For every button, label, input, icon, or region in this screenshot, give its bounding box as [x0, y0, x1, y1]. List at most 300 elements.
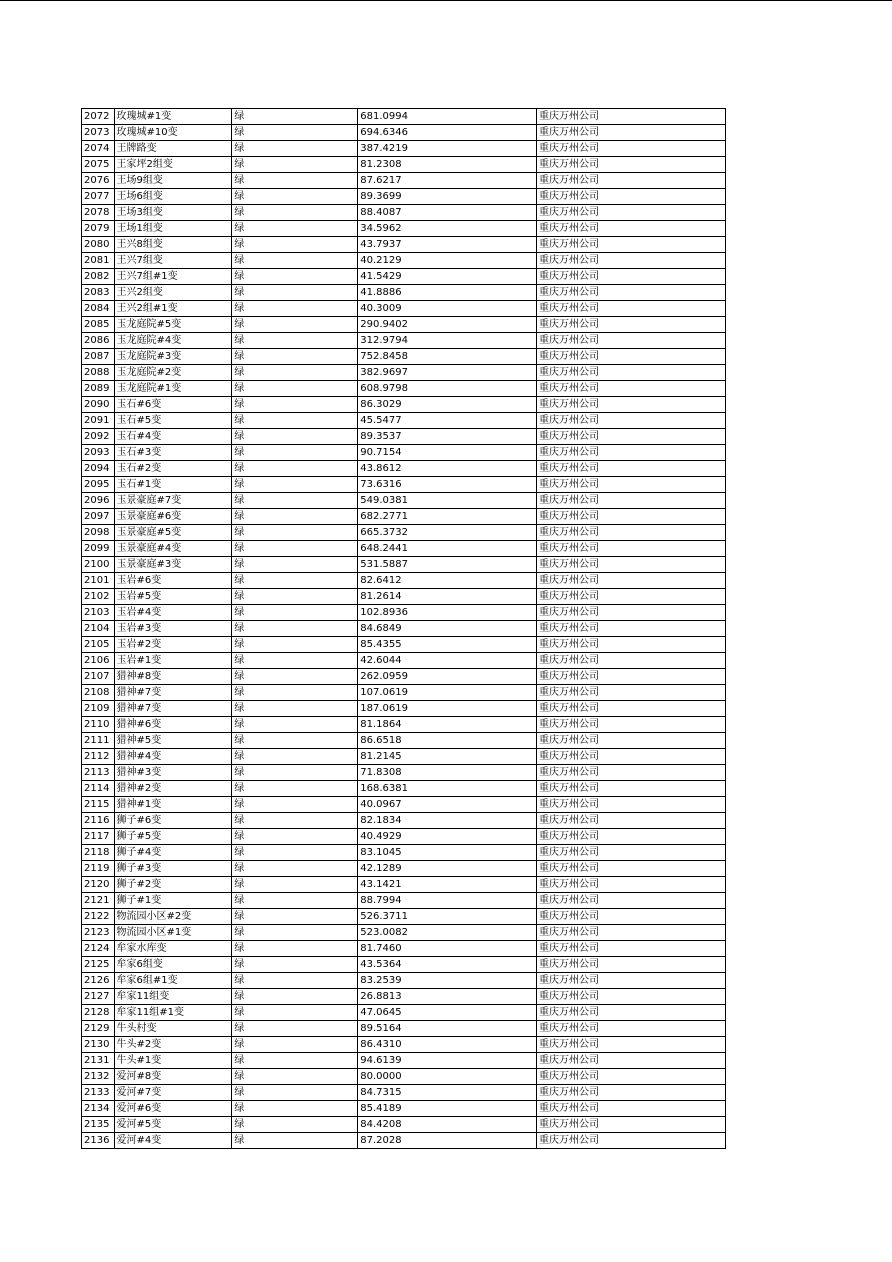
color-cell: 绿 [232, 973, 358, 989]
transformer-name-cell: 牛头村变 [114, 1021, 232, 1037]
row-id-cell: 2109 [82, 701, 115, 717]
color-cell: 绿 [232, 317, 358, 333]
color-cell: 绿 [232, 845, 358, 861]
value-cell: 86.3029 [358, 397, 537, 413]
color-cell: 绿 [232, 653, 358, 669]
value-cell: 531.5887 [358, 557, 537, 573]
transformer-name-cell: 王兴7组#1变 [114, 269, 232, 285]
value-cell: 85.4189 [358, 1101, 537, 1117]
transformer-name-cell: 玫瑰城#10变 [114, 125, 232, 141]
table-row [82, 1101, 726, 1117]
company-cell: 重庆万州公司 [537, 493, 726, 509]
color-cell: 绿 [232, 381, 358, 397]
value-cell: 752.8458 [358, 349, 537, 365]
row-id-cell: 2118 [82, 845, 115, 861]
row-id-cell: 2100 [82, 557, 115, 573]
table-row [82, 461, 726, 477]
transformer-name-cell: 猎神#2变 [114, 781, 232, 797]
company-cell: 重庆万州公司 [537, 573, 726, 589]
value-cell: 81.2308 [358, 157, 537, 173]
company-cell: 重庆万州公司 [537, 221, 726, 237]
value-cell: 40.2129 [358, 253, 537, 269]
table-row [82, 189, 726, 205]
value-cell: 40.3009 [358, 301, 537, 317]
table-row [82, 957, 726, 973]
company-cell: 重庆万州公司 [537, 1069, 726, 1085]
value-cell: 84.4208 [358, 1117, 537, 1133]
transformer-name-cell: 王兴8组变 [114, 237, 232, 253]
row-id-cell: 2132 [82, 1069, 115, 1085]
company-cell: 重庆万州公司 [537, 813, 726, 829]
value-cell: 83.1045 [358, 845, 537, 861]
table-row [82, 1037, 726, 1053]
color-cell: 绿 [232, 1005, 358, 1021]
row-id-cell: 2080 [82, 237, 115, 253]
transformer-name-cell: 物流园小区#2变 [114, 909, 232, 925]
table-row [82, 893, 726, 909]
company-cell: 重庆万州公司 [537, 333, 726, 349]
company-cell: 重庆万州公司 [537, 973, 726, 989]
table-row [82, 221, 726, 237]
company-cell: 重庆万州公司 [537, 125, 726, 141]
row-id-cell: 2077 [82, 189, 115, 205]
transformer-name-cell: 爱河#8变 [114, 1069, 232, 1085]
table-row [82, 349, 726, 365]
color-cell: 绿 [232, 797, 358, 813]
value-cell: 89.3537 [358, 429, 537, 445]
company-cell: 重庆万州公司 [537, 1101, 726, 1117]
row-id-cell: 2073 [82, 125, 115, 141]
value-cell: 81.1864 [358, 717, 537, 733]
color-cell: 绿 [232, 877, 358, 893]
value-cell: 43.1421 [358, 877, 537, 893]
row-id-cell: 2092 [82, 429, 115, 445]
company-cell: 重庆万州公司 [537, 957, 726, 973]
row-id-cell: 2113 [82, 765, 115, 781]
transformer-name-cell: 玉景豪庭#4变 [114, 541, 232, 557]
row-id-cell: 2128 [82, 1005, 115, 1021]
value-cell: 86.4310 [358, 1037, 537, 1053]
table-row [82, 365, 726, 381]
row-id-cell: 2126 [82, 973, 115, 989]
table-row [82, 509, 726, 525]
transformer-name-cell: 牟家6组变 [114, 957, 232, 973]
row-id-cell: 2072 [82, 109, 115, 125]
transformer-name-cell: 猎神#6变 [114, 717, 232, 733]
row-id-cell: 2127 [82, 989, 115, 1005]
table-row [82, 797, 726, 813]
value-cell: 608.9798 [358, 381, 537, 397]
color-cell: 绿 [232, 893, 358, 909]
color-cell: 绿 [232, 525, 358, 541]
value-cell: 187.0619 [358, 701, 537, 717]
value-cell: 41.5429 [358, 269, 537, 285]
transformer-name-cell: 爱河#7变 [114, 1085, 232, 1101]
row-id-cell: 2076 [82, 173, 115, 189]
transformer-name-cell: 猎神#1变 [114, 797, 232, 813]
company-cell: 重庆万州公司 [537, 733, 726, 749]
company-cell: 重庆万州公司 [537, 1133, 726, 1149]
transformer-name-cell: 玉龙庭院#2变 [114, 365, 232, 381]
row-id-cell: 2122 [82, 909, 115, 925]
table-row [82, 541, 726, 557]
value-cell: 107.0619 [358, 685, 537, 701]
color-cell: 绿 [232, 605, 358, 621]
transformer-name-cell: 牟家6组#1变 [114, 973, 232, 989]
value-cell: 168.6381 [358, 781, 537, 797]
row-id-cell: 2097 [82, 509, 115, 525]
row-id-cell: 2105 [82, 637, 115, 653]
color-cell: 绿 [232, 301, 358, 317]
table-row [82, 317, 726, 333]
company-cell: 重庆万州公司 [537, 797, 726, 813]
transformer-name-cell: 玉景豪庭#5变 [114, 525, 232, 541]
color-cell: 绿 [232, 1117, 358, 1133]
company-cell: 重庆万州公司 [537, 189, 726, 205]
row-id-cell: 2075 [82, 157, 115, 173]
row-id-cell: 2123 [82, 925, 115, 941]
color-cell: 绿 [232, 1133, 358, 1149]
value-cell: 648.2441 [358, 541, 537, 557]
row-id-cell: 2110 [82, 717, 115, 733]
value-cell: 42.6044 [358, 653, 537, 669]
company-cell: 重庆万州公司 [537, 1005, 726, 1021]
table-row [82, 525, 726, 541]
transformer-name-cell: 王兴7组变 [114, 253, 232, 269]
transformer-name-cell: 猎神#8变 [114, 669, 232, 685]
color-cell: 绿 [232, 253, 358, 269]
transformer-name-cell: 玉景豪庭#6变 [114, 509, 232, 525]
company-cell: 重庆万州公司 [537, 925, 726, 941]
company-cell: 重庆万州公司 [537, 637, 726, 653]
value-cell: 83.2539 [358, 973, 537, 989]
color-cell: 绿 [232, 157, 358, 173]
transformer-name-cell: 爱河#4变 [114, 1133, 232, 1149]
color-cell: 绿 [232, 589, 358, 605]
value-cell: 80.0000 [358, 1069, 537, 1085]
row-id-cell: 2088 [82, 365, 115, 381]
table-row [82, 477, 726, 493]
value-cell: 82.1834 [358, 813, 537, 829]
value-cell: 45.5477 [358, 413, 537, 429]
table-row [82, 749, 726, 765]
company-cell: 重庆万州公司 [537, 285, 726, 301]
color-cell: 绿 [232, 925, 358, 941]
row-id-cell: 2104 [82, 621, 115, 637]
color-cell: 绿 [232, 813, 358, 829]
transformer-name-cell: 玉景豪庭#7变 [114, 493, 232, 509]
table-row [82, 989, 726, 1005]
color-cell: 绿 [232, 717, 358, 733]
row-id-cell: 2079 [82, 221, 115, 237]
color-cell: 绿 [232, 941, 358, 957]
company-cell: 重庆万州公司 [537, 205, 726, 221]
company-cell: 重庆万州公司 [537, 173, 726, 189]
table-row [82, 125, 726, 141]
transformer-name-cell: 玉景豪庭#3变 [114, 557, 232, 573]
company-cell: 重庆万州公司 [537, 429, 726, 445]
value-cell: 86.6518 [358, 733, 537, 749]
company-cell: 重庆万州公司 [537, 1053, 726, 1069]
color-cell: 绿 [232, 1021, 358, 1037]
transformer-name-cell: 爱河#5变 [114, 1117, 232, 1133]
value-cell: 102.8936 [358, 605, 537, 621]
transformer-name-cell: 玉龙庭院#4变 [114, 333, 232, 349]
row-id-cell: 2125 [82, 957, 115, 973]
transformer-name-cell: 猎神#5变 [114, 733, 232, 749]
row-id-cell: 2096 [82, 493, 115, 509]
color-cell: 绿 [232, 221, 358, 237]
company-cell: 重庆万州公司 [537, 525, 726, 541]
table-row [82, 1133, 726, 1149]
transformer-name-cell: 玉岩#3变 [114, 621, 232, 637]
row-id-cell: 2103 [82, 605, 115, 621]
value-cell: 549.0381 [358, 493, 537, 509]
value-cell: 34.5962 [358, 221, 537, 237]
transformer-name-cell: 玉岩#6变 [114, 573, 232, 589]
color-cell: 绿 [232, 285, 358, 301]
row-id-cell: 2134 [82, 1101, 115, 1117]
value-cell: 42.1289 [358, 861, 537, 877]
color-cell: 绿 [232, 573, 358, 589]
company-cell: 重庆万州公司 [537, 1021, 726, 1037]
value-cell: 73.6316 [358, 477, 537, 493]
row-id-cell: 2111 [82, 733, 115, 749]
color-cell: 绿 [232, 477, 358, 493]
transformer-name-cell: 牟家水库变 [114, 941, 232, 957]
color-cell: 绿 [232, 669, 358, 685]
company-cell: 重庆万州公司 [537, 477, 726, 493]
value-cell: 84.7315 [358, 1085, 537, 1101]
value-cell: 90.7154 [358, 445, 537, 461]
row-id-cell: 2085 [82, 317, 115, 333]
transformer-name-cell: 玉石#1变 [114, 477, 232, 493]
table-row [82, 333, 726, 349]
value-cell: 89.3699 [358, 189, 537, 205]
row-id-cell: 2130 [82, 1037, 115, 1053]
transformer-name-cell: 王牌路变 [114, 141, 232, 157]
color-cell: 绿 [232, 509, 358, 525]
transformer-name-cell: 王场1组变 [114, 221, 232, 237]
color-cell: 绿 [232, 365, 358, 381]
color-cell: 绿 [232, 141, 358, 157]
value-cell: 87.6217 [358, 173, 537, 189]
value-cell: 526.3711 [358, 909, 537, 925]
row-id-cell: 2099 [82, 541, 115, 557]
transformer-name-cell: 牟家11组#1变 [114, 1005, 232, 1021]
table-row [82, 445, 726, 461]
row-id-cell: 2114 [82, 781, 115, 797]
transformer-name-cell: 牛头#1变 [114, 1053, 232, 1069]
transformer-name-cell: 玉岩#1变 [114, 653, 232, 669]
transformer-name-cell: 王场3组变 [114, 205, 232, 221]
row-id-cell: 2131 [82, 1053, 115, 1069]
company-cell: 重庆万州公司 [537, 893, 726, 909]
company-cell: 重庆万州公司 [537, 909, 726, 925]
color-cell: 绿 [232, 205, 358, 221]
table-row [82, 141, 726, 157]
transformer-name-cell: 猎神#3变 [114, 765, 232, 781]
transformer-name-cell: 玉石#2变 [114, 461, 232, 477]
table-row [82, 173, 726, 189]
transformer-name-cell: 玉岩#2变 [114, 637, 232, 653]
company-cell: 重庆万州公司 [537, 1117, 726, 1133]
company-cell: 重庆万州公司 [537, 1085, 726, 1101]
table-row [82, 285, 726, 301]
table-row [82, 1053, 726, 1069]
row-id-cell: 2124 [82, 941, 115, 957]
table-row [82, 205, 726, 221]
row-id-cell: 2119 [82, 861, 115, 877]
company-cell: 重庆万州公司 [537, 157, 726, 173]
table-row [82, 829, 726, 845]
row-id-cell: 2082 [82, 269, 115, 285]
transformer-name-cell: 玉石#6变 [114, 397, 232, 413]
company-cell: 重庆万州公司 [537, 845, 726, 861]
value-cell: 43.8612 [358, 461, 537, 477]
table-row [82, 781, 726, 797]
table-row [82, 717, 726, 733]
company-cell: 重庆万州公司 [537, 253, 726, 269]
table-row [82, 493, 726, 509]
value-cell: 26.8813 [358, 989, 537, 1005]
color-cell: 绿 [232, 189, 358, 205]
table-row [82, 1085, 726, 1101]
transformer-name-cell: 爱河#6变 [114, 1101, 232, 1117]
color-cell: 绿 [232, 909, 358, 925]
table-row [82, 301, 726, 317]
table-row [82, 557, 726, 573]
value-cell: 88.7994 [358, 893, 537, 909]
value-cell: 665.3732 [358, 525, 537, 541]
table-row [82, 109, 726, 125]
table-row [82, 381, 726, 397]
value-cell: 387.4219 [358, 141, 537, 157]
color-cell: 绿 [232, 541, 358, 557]
table-row [82, 733, 726, 749]
color-cell: 绿 [232, 701, 358, 717]
value-cell: 290.9402 [358, 317, 537, 333]
value-cell: 89.5164 [358, 1021, 537, 1037]
color-cell: 绿 [232, 685, 358, 701]
table-row [82, 589, 726, 605]
page-top-border [0, 0, 892, 1]
value-cell: 85.4355 [358, 637, 537, 653]
row-id-cell: 2083 [82, 285, 115, 301]
company-cell: 重庆万州公司 [537, 877, 726, 893]
transformer-name-cell: 狮子#3变 [114, 861, 232, 877]
color-cell: 绿 [232, 1101, 358, 1117]
table-row [82, 845, 726, 861]
company-cell: 重庆万州公司 [537, 509, 726, 525]
row-id-cell: 2095 [82, 477, 115, 493]
row-id-cell: 2094 [82, 461, 115, 477]
company-cell: 重庆万州公司 [537, 701, 726, 717]
company-cell: 重庆万州公司 [537, 237, 726, 253]
row-id-cell: 2081 [82, 253, 115, 269]
company-cell: 重庆万州公司 [537, 941, 726, 957]
transformer-name-cell: 玉岩#5变 [114, 589, 232, 605]
table-row [82, 621, 726, 637]
color-cell: 绿 [232, 749, 358, 765]
table-row [82, 269, 726, 285]
table-row [82, 813, 726, 829]
company-cell: 重庆万州公司 [537, 717, 726, 733]
color-cell: 绿 [232, 445, 358, 461]
row-id-cell: 2091 [82, 413, 115, 429]
company-cell: 重庆万州公司 [537, 749, 726, 765]
transformer-name-cell: 狮子#6变 [114, 813, 232, 829]
transformer-name-cell: 玉龙庭院#5变 [114, 317, 232, 333]
company-cell: 重庆万州公司 [537, 349, 726, 365]
table-row [82, 605, 726, 621]
company-cell: 重庆万州公司 [537, 589, 726, 605]
row-id-cell: 2084 [82, 301, 115, 317]
transformer-name-cell: 狮子#5变 [114, 829, 232, 845]
row-id-cell: 2112 [82, 749, 115, 765]
row-id-cell: 2121 [82, 893, 115, 909]
value-cell: 88.4087 [358, 205, 537, 221]
company-cell: 重庆万州公司 [537, 365, 726, 381]
value-cell: 41.8886 [358, 285, 537, 301]
row-id-cell: 2086 [82, 333, 115, 349]
row-id-cell: 2078 [82, 205, 115, 221]
color-cell: 绿 [232, 173, 358, 189]
row-id-cell: 2074 [82, 141, 115, 157]
row-id-cell: 2090 [82, 397, 115, 413]
company-cell: 重庆万州公司 [537, 781, 726, 797]
table-row [82, 1117, 726, 1133]
row-id-cell: 2136 [82, 1133, 115, 1149]
color-cell: 绿 [232, 461, 358, 477]
table-row [82, 237, 726, 253]
table-row [82, 925, 726, 941]
company-cell: 重庆万州公司 [537, 605, 726, 621]
table-row [82, 157, 726, 173]
table-row [82, 765, 726, 781]
transformer-name-cell: 猎神#4变 [114, 749, 232, 765]
transformer-name-cell: 玉石#4变 [114, 429, 232, 445]
table-row [82, 413, 726, 429]
row-id-cell: 2115 [82, 797, 115, 813]
color-cell: 绿 [232, 237, 358, 253]
color-cell: 绿 [232, 493, 358, 509]
color-cell: 绿 [232, 733, 358, 749]
company-cell: 重庆万州公司 [537, 301, 726, 317]
row-id-cell: 2107 [82, 669, 115, 685]
color-cell: 绿 [232, 557, 358, 573]
transformer-name-cell: 玉石#5变 [114, 413, 232, 429]
value-cell: 262.0959 [358, 669, 537, 685]
transformer-name-cell: 牛头#2变 [114, 1037, 232, 1053]
value-cell: 694.6346 [358, 125, 537, 141]
table-row [82, 909, 726, 925]
company-cell: 重庆万州公司 [537, 461, 726, 477]
color-cell: 绿 [232, 429, 358, 445]
value-cell: 40.0967 [358, 797, 537, 813]
table-row [82, 1005, 726, 1021]
row-id-cell: 2135 [82, 1117, 115, 1133]
value-cell: 40.4929 [358, 829, 537, 845]
row-id-cell: 2098 [82, 525, 115, 541]
color-cell: 绿 [232, 109, 358, 125]
table-row [82, 861, 726, 877]
company-cell: 重庆万州公司 [537, 829, 726, 845]
value-cell: 43.7937 [358, 237, 537, 253]
table-row [82, 637, 726, 653]
company-cell: 重庆万州公司 [537, 109, 726, 125]
company-cell: 重庆万州公司 [537, 141, 726, 157]
